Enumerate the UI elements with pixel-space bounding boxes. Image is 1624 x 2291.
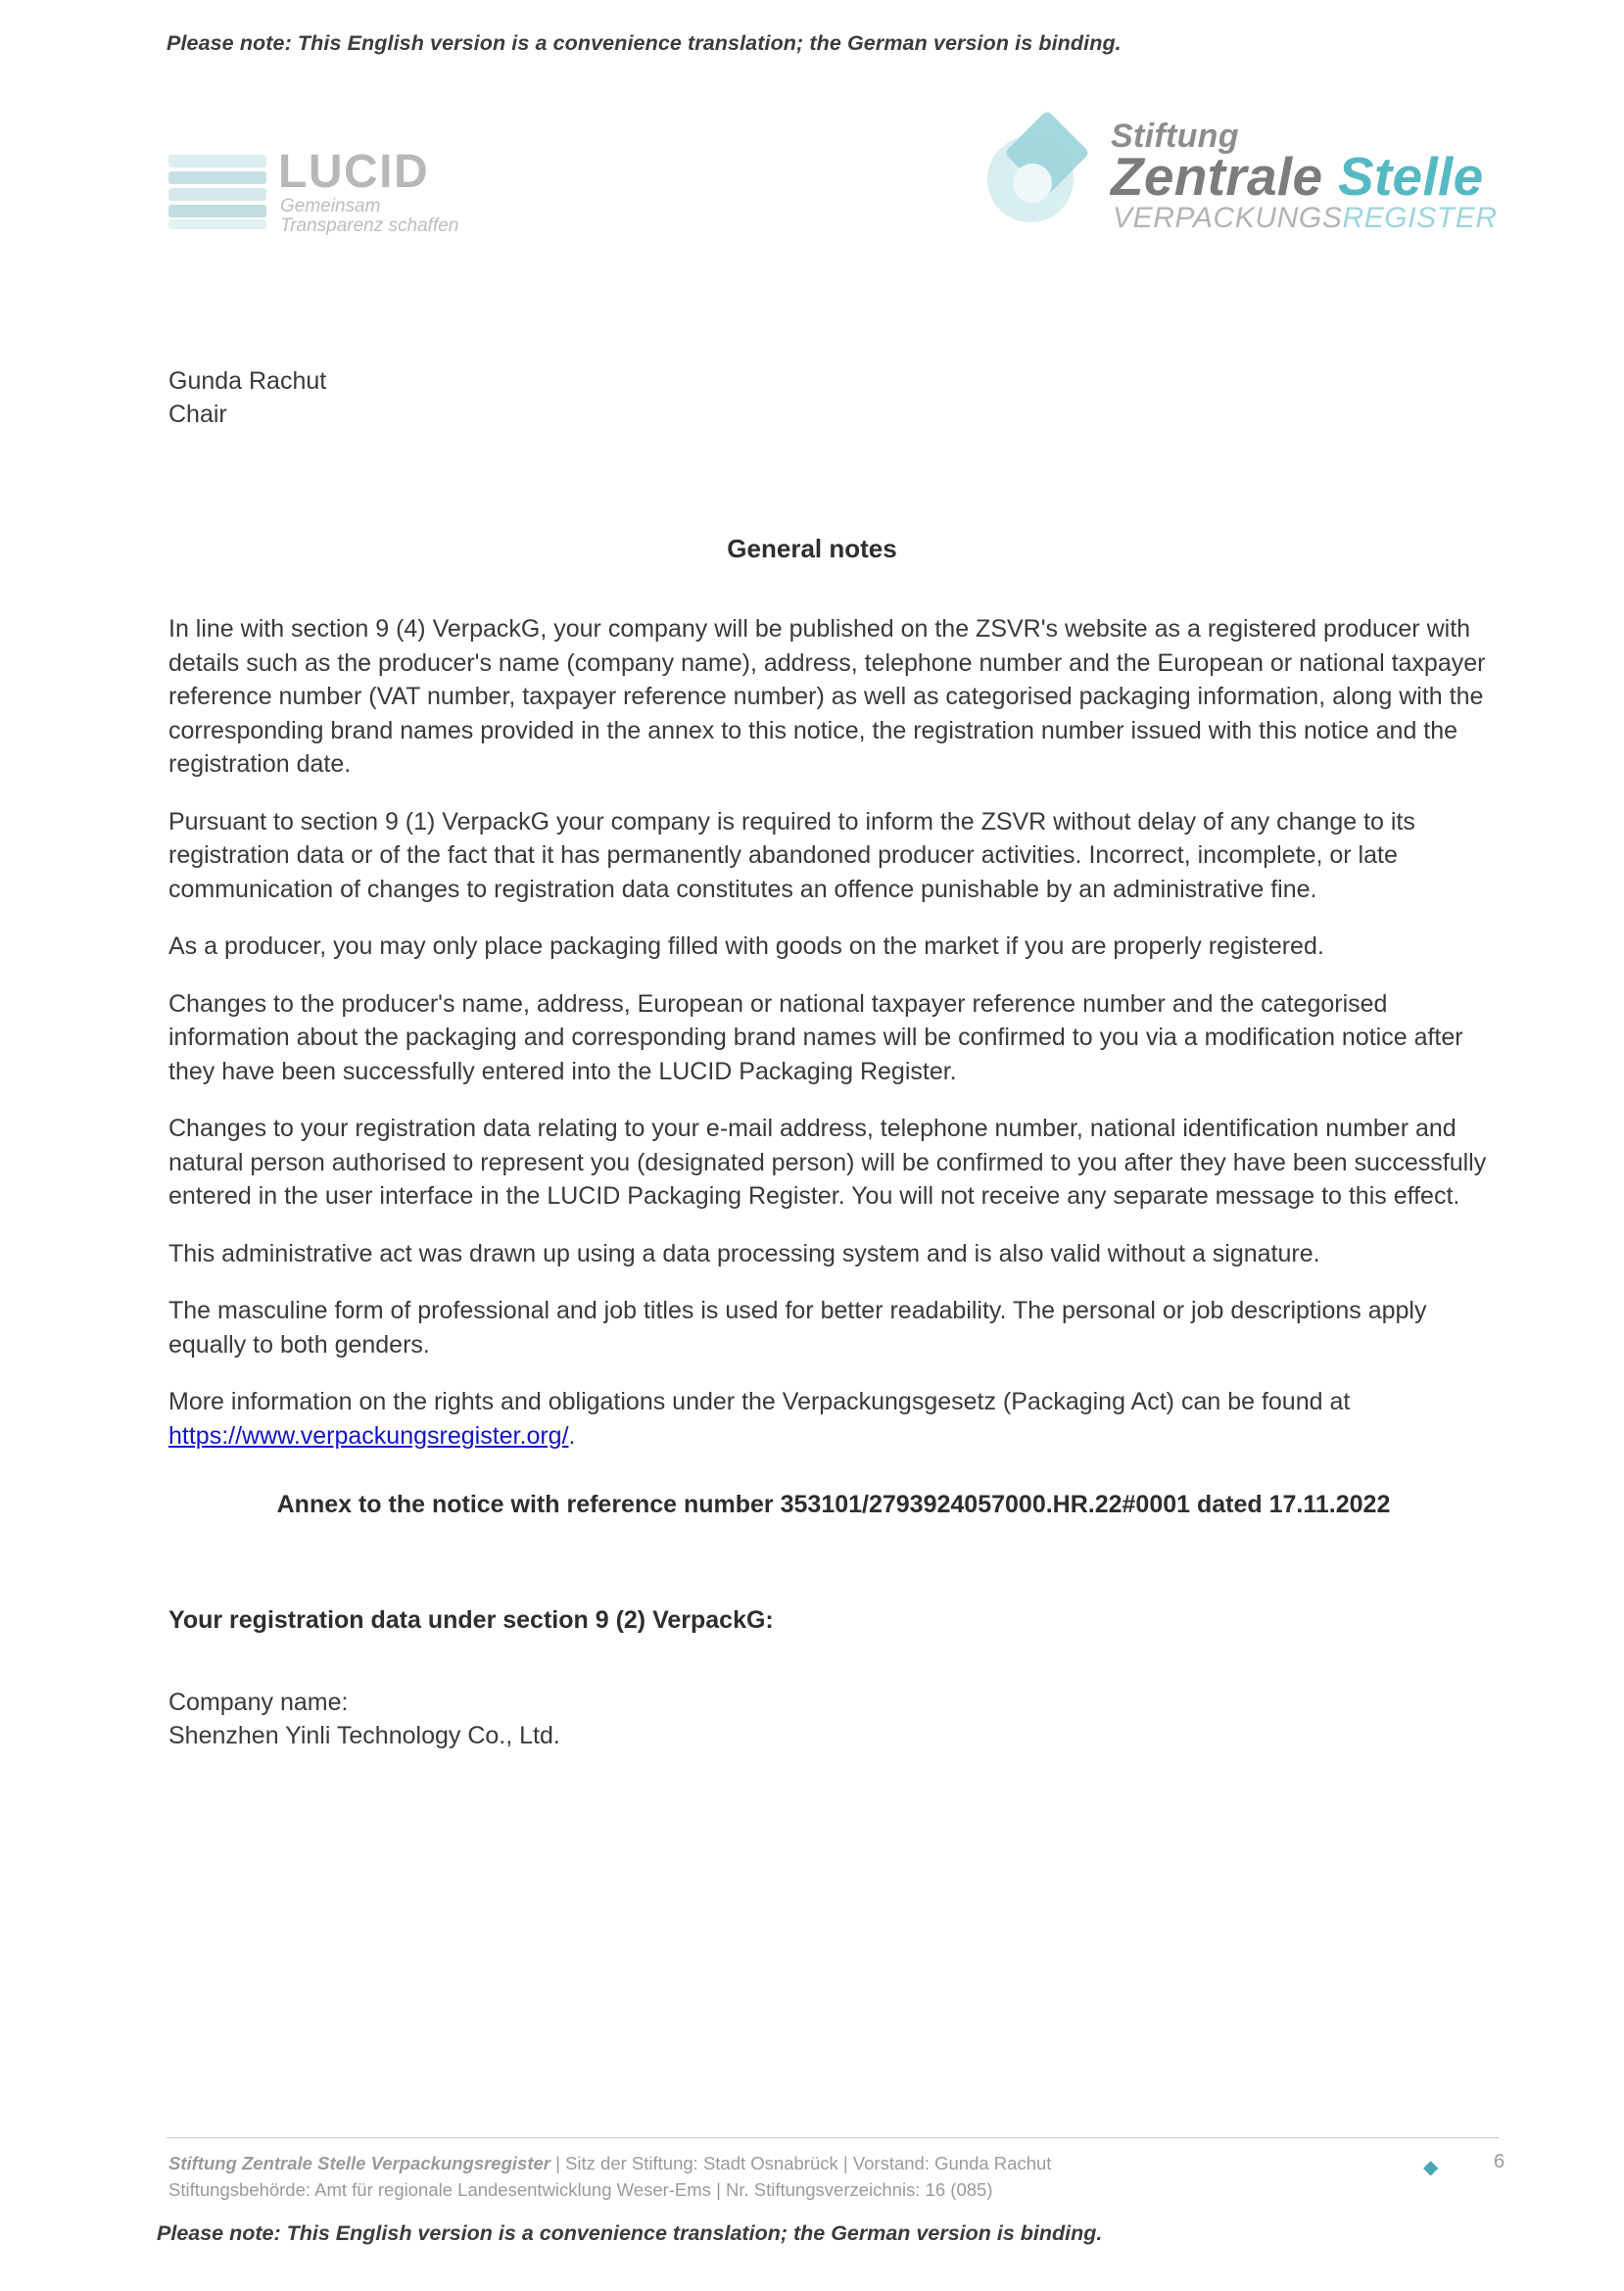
company-name-label: Company name:	[168, 1688, 349, 1716]
zsvr-line2-part1: Zentrale	[1111, 146, 1338, 207]
document-body	[168, 612, 1499, 1753]
zsvr-mark-icon	[987, 122, 1095, 225]
translation-note-bottom: Please note: This English version is a convenience translation; the German version is binding.	[157, 2221, 1103, 2245]
lucid-stack-icon	[168, 155, 266, 231]
paragraph: This administrative act was drawn up using a data processing system and is also valid without a signature.	[168, 1239, 1320, 1267]
registration-data-heading: Your registration data under section 9 (2) VerpackG:	[168, 1605, 774, 1634]
translation-note-top: Please note: This English version is a convenience translation; the German version is binding.	[167, 31, 1122, 55]
paragraph: The masculine form of professional and job titles is used for better readability. The personal or job descriptions apply equally to both genders.	[168, 1297, 1427, 1359]
zsvr-line3-part1: VERPACKUNGS	[1113, 202, 1343, 234]
paragraph: Changes to the producer's name, address, European or national taxpayer reference number and the categorised information about the packaging and corresponding brand names will be confirmed to you via a modification notice after they have been successfully entered into the LUCID Packaging Register.	[168, 989, 1463, 1085]
link-text-after: .	[568, 1421, 576, 1450]
footer-line1-rest: | Sitz der Stiftung: Stadt Osnabrück | Vorstand: Gunda Rachut	[549, 2153, 1052, 2173]
lucid-tagline-line1: Gemeinsam	[280, 196, 381, 216]
signer-role: Chair	[168, 401, 227, 428]
zsvr-line1: Stiftung	[1111, 118, 1239, 155]
lucid-tagline-line2: Transparenz schaffen	[280, 215, 459, 236]
signer-name: Gunda Rachut	[168, 367, 327, 395]
paragraph: Pursuant to section 9 (1) VerpackG your company is required to inform the ZSVR without delay of any change to its registration data or of the fact that it has permanently abandoned producer activities. Incorrect, incomplete, or late communication of changes to registration data constitutes an offence punishable by an administrative fine.	[168, 807, 1415, 903]
signer-block	[168, 364, 326, 431]
paragraph: In line with section 9 (4) VerpackG, your company will be published on the ZSVR's website as a registered producer with details such as the producer's name (company name), address, telephone number and the European or national taxpayer reference number (VAT number, taxpayer reference number) as well as categorised packaging information, along with the corresponding brand names provided in the annex to this notice, the registration number issued with this notice and the registration date.	[168, 615, 1486, 778]
page-title: General notes	[727, 534, 897, 563]
footer-text	[168, 2151, 1344, 2204]
lucid-wordmark: LUCID	[278, 146, 430, 198]
link-text-before: More information on the rights and obligations under the Verpackungsgesetz (Packaging Act) can be found at	[168, 1388, 1351, 1415]
zsvr-line2	[1111, 145, 1484, 208]
footer-divider	[167, 2137, 1499, 2138]
paragraph: Changes to your registration data relating to your e-mail address, telephone number, national identification number and natural person authorised to represent you (designated person) will be confirmed to you after they have been successfully entered in the user interface in the LUCID Packaging Register. You will not receive any separate message to this effect.	[168, 1115, 1487, 1210]
annex-heading: Annex to the notice with reference number 353101/2793924057000.HR.22#0001 dated 17.11.2022	[276, 1491, 1391, 1518]
page-number: 6	[1494, 2151, 1505, 2172]
zsvr-line3	[1113, 202, 1498, 235]
zsvr-logo	[987, 118, 1536, 240]
paragraph: As a producer, you may only place packaging filled with goods on the market if you are properly registered.	[168, 932, 1324, 960]
footer-line2: Stiftungsbehörde: Amt für regionale Landesentwicklung Weser-Ems | Nr. Stiftungsverzeichnis: 16 (085)	[168, 2178, 993, 2200]
paragraph-with-link	[168, 1385, 1499, 1453]
footer-line1	[168, 2151, 1344, 2177]
diamond-icon: ◆	[1423, 2157, 1439, 2178]
lucid-logo	[168, 147, 482, 240]
zsvr-line3-part2: REGISTER	[1342, 202, 1498, 234]
company-name-value: Shenzhen Yinli Technology Co., Ltd.	[168, 1722, 560, 1749]
verpackungsregister-link[interactable]: https://www.verpackungsregister.org/	[168, 1421, 569, 1450]
company-block	[168, 1686, 1499, 1753]
footer-organisation: Stiftung Zentrale Stelle Verpackungsregister	[168, 2153, 550, 2173]
zsvr-line2-part2: Stelle	[1337, 146, 1484, 207]
